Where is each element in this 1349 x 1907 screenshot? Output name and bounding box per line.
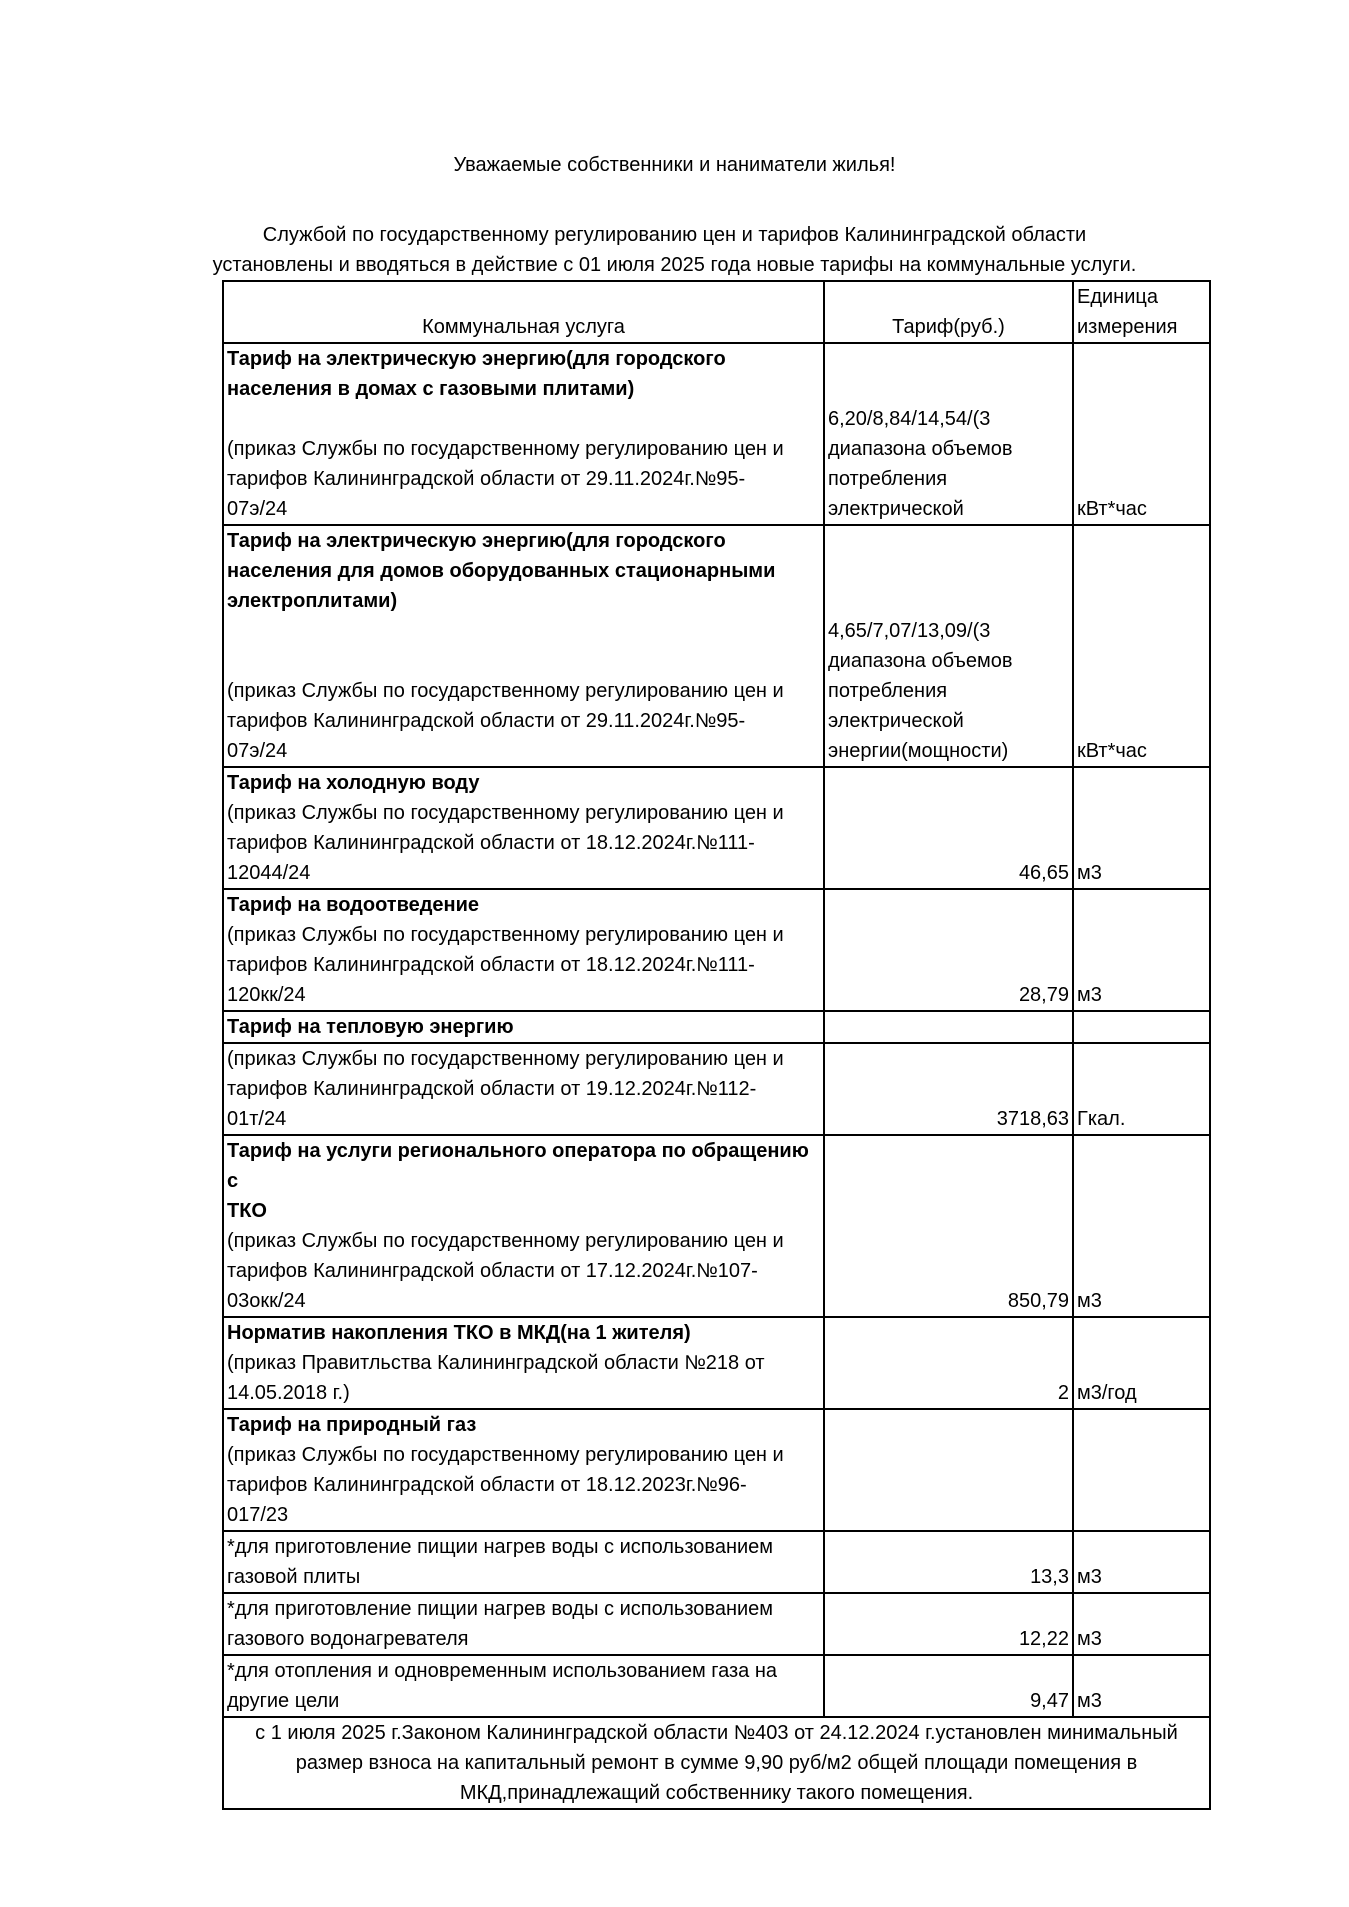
service-title: Норматив накопления ТКО в МКД(на 1 жителя) bbox=[227, 1322, 691, 1344]
intro-line-2: установлены и вводяться в действие с 01 июля 2025 года новые тарифы на коммунальные услуги. bbox=[212, 254, 1137, 276]
service-cell bbox=[223, 1011, 824, 1043]
gas-usage-line: *для отопления и одновременным использованием газа на bbox=[227, 1660, 778, 1682]
unit-cell: м3 bbox=[1073, 767, 1210, 889]
table-row bbox=[223, 1593, 1210, 1655]
greeting-heading: Уважаемые собственники и наниматели жилья! bbox=[453, 154, 896, 176]
order-reference: 03окк/24 bbox=[227, 1290, 306, 1312]
tariff-value: энергии(мощности) bbox=[828, 740, 1009, 762]
service-title: Тариф на электрическую энергию(для городского bbox=[227, 530, 726, 552]
order-reference: (приказ Службы по государственному регулированию цен и bbox=[227, 1444, 784, 1466]
service-title: Тариф на услуги регионального оператора по обращению с bbox=[227, 1140, 809, 1192]
unit-cell: м3 bbox=[1073, 1593, 1210, 1655]
service-title: Тариф на тепловую энергию bbox=[227, 1016, 514, 1038]
tariff-value: электрической bbox=[828, 498, 964, 520]
tariff-cell: 12,22 bbox=[824, 1593, 1073, 1655]
unit-cell: м3 bbox=[1073, 889, 1210, 1011]
gas-usage-line: другие цели bbox=[227, 1690, 340, 1712]
unit-cell: кВт*час bbox=[1073, 525, 1210, 767]
service-cell bbox=[223, 889, 824, 1011]
table-row bbox=[223, 343, 1210, 525]
tariff-value: диапазона объемов bbox=[828, 438, 1013, 460]
service-title: ТКО bbox=[227, 1200, 267, 1222]
order-reference: (приказ Службы по государственному регулированию цен и bbox=[227, 802, 784, 824]
tariff-cell: 2 bbox=[824, 1317, 1073, 1409]
footer-line: МКД,принадлежащий собственнику такого помещения. bbox=[459, 1782, 974, 1804]
column-header-service: Коммунальная услуга bbox=[223, 281, 824, 343]
gas-usage-line: газовой плиты bbox=[227, 1566, 361, 1588]
order-reference: тарифов Калининградской области от 18.12.2024г.№111- bbox=[227, 954, 755, 976]
tariff-cell: 850,79 bbox=[824, 1135, 1073, 1317]
order-reference: тарифов Калининградской области от 17.12.2024г.№107- bbox=[227, 1260, 758, 1282]
service-title: Тариф на водоотведение bbox=[227, 894, 480, 916]
tariff-cell bbox=[824, 525, 1073, 767]
unit-cell: м3/год bbox=[1073, 1317, 1210, 1409]
tariff-cell: 13,3 bbox=[824, 1531, 1073, 1593]
service-cell bbox=[223, 1655, 824, 1717]
order-reference: тарифов Калининградской области от 19.12.2024г.№112- bbox=[227, 1078, 757, 1100]
order-reference: 017/23 bbox=[227, 1504, 289, 1526]
service-cell bbox=[223, 1135, 824, 1317]
unit-cell-empty bbox=[1073, 1409, 1210, 1531]
table-row bbox=[223, 1011, 1210, 1043]
service-cell bbox=[223, 767, 824, 889]
service-cell bbox=[223, 1043, 824, 1135]
order-reference: тарифов Калининградской области от 29.11.2024г.№95- bbox=[227, 468, 746, 490]
unit-cell: м3 bbox=[1073, 1135, 1210, 1317]
tariff-value: 6,20/8,84/14,54/(3 bbox=[828, 408, 991, 430]
gas-usage-line: *для приготовление пищии нагрев воды с использованием bbox=[227, 1598, 774, 1620]
intro-line-1: Службой по государственному регулированию цен и тарифов Калининградской области bbox=[262, 224, 1087, 246]
tariff-cell: 46,65 bbox=[824, 767, 1073, 889]
service-cell bbox=[223, 1317, 824, 1409]
service-title: населения в домах с газовыми плитами) bbox=[227, 378, 635, 400]
column-header-unit bbox=[1073, 281, 1210, 343]
order-reference: (приказ Правитльства Калининградской области №218 от bbox=[227, 1352, 765, 1374]
service-cell bbox=[223, 343, 824, 525]
order-reference: 01т/24 bbox=[227, 1108, 287, 1130]
service-title: Тариф на холодную воду bbox=[227, 772, 480, 794]
service-title: Тариф на природный газ bbox=[227, 1414, 477, 1436]
gas-usage-line: *для приготовление пищии нагрев воды с использованием bbox=[227, 1536, 774, 1558]
tariff-cell: 9,47 bbox=[824, 1655, 1073, 1717]
unit-cell: м3 bbox=[1073, 1531, 1210, 1593]
service-cell bbox=[223, 1593, 824, 1655]
order-reference: 120кк/24 bbox=[227, 984, 306, 1006]
unit-header-line-2: измерения bbox=[1077, 316, 1178, 338]
service-title: электроплитами) bbox=[227, 590, 398, 612]
unit-header-line-1: Единица bbox=[1077, 286, 1158, 308]
tariff-cell-empty bbox=[824, 1011, 1073, 1043]
order-reference: (приказ Службы по государственному регулированию цен и bbox=[227, 924, 784, 946]
footer-line: с 1 июля 2025 г.Законом Калининградской области №403 от 24.12.2024 г.установлен минимальный bbox=[255, 1722, 1178, 1744]
service-cell bbox=[223, 1531, 824, 1593]
order-reference: 12044/24 bbox=[227, 862, 311, 884]
unit-cell: Гкал. bbox=[1073, 1043, 1210, 1135]
tariff-value: диапазона объемов bbox=[828, 650, 1013, 672]
tariff-value: электрической bbox=[828, 710, 964, 732]
tariff-value: потребления bbox=[828, 680, 948, 702]
order-reference: (приказ Службы по государственному регулированию цен и bbox=[227, 438, 784, 460]
tariff-value: 4,65/7,07/13,09/(3 bbox=[828, 620, 991, 642]
unit-cell: кВт*час bbox=[1073, 343, 1210, 525]
service-cell bbox=[223, 525, 824, 767]
order-reference: (приказ Службы по государственному регулированию цен и bbox=[227, 1048, 784, 1070]
tariff-cell-empty bbox=[824, 1409, 1073, 1531]
tariff-cell bbox=[824, 343, 1073, 525]
service-title: Тариф на электрическую энергию(для городского bbox=[227, 348, 726, 370]
table-row bbox=[223, 525, 1210, 767]
order-reference: (приказ Службы по государственному регулированию цен и bbox=[227, 680, 784, 702]
footer-line: размер взноса на капитальный ремонт в сумме 9,90 руб/м2 общей площади помещения в bbox=[295, 1752, 1138, 1774]
tariff-value: потребления bbox=[828, 468, 948, 490]
service-cell bbox=[223, 1409, 824, 1531]
tariff-cell: 28,79 bbox=[824, 889, 1073, 1011]
table-row bbox=[223, 1655, 1210, 1717]
order-reference: тарифов Калининградской области от 18.12.2023г.№96- bbox=[227, 1474, 747, 1496]
table-row bbox=[223, 1043, 1210, 1135]
order-reference: 14.05.2018 г.) bbox=[227, 1382, 350, 1404]
table-row bbox=[223, 1409, 1210, 1531]
order-reference: тарифов Калининградской области от 18.12.2024г.№111- bbox=[227, 832, 755, 854]
order-reference: 07э/24 bbox=[227, 740, 288, 762]
table-row bbox=[223, 767, 1210, 889]
table-row bbox=[223, 1317, 1210, 1409]
table-row bbox=[223, 1135, 1210, 1317]
order-reference: 07э/24 bbox=[227, 498, 288, 520]
service-title: населения для домов оборудованных стационарными bbox=[227, 560, 776, 582]
tariff-table bbox=[222, 280, 1211, 1810]
order-reference: (приказ Службы по государственному регулированию цен и bbox=[227, 1230, 784, 1252]
table-row bbox=[223, 1531, 1210, 1593]
capital-repair-note bbox=[223, 1717, 1210, 1809]
unit-cell: м3 bbox=[1073, 1655, 1210, 1717]
unit-cell-empty bbox=[1073, 1011, 1210, 1043]
column-header-tariff: Тариф(руб.) bbox=[824, 281, 1073, 343]
table-header-row bbox=[223, 281, 1210, 343]
order-reference: тарифов Калининградской области от 29.11.2024г.№95- bbox=[227, 710, 746, 732]
table-footer-row bbox=[223, 1717, 1210, 1809]
gas-usage-line: газового водонагревателя bbox=[227, 1628, 469, 1650]
table-row bbox=[223, 889, 1210, 1011]
tariff-cell: 3718,63 bbox=[824, 1043, 1073, 1135]
